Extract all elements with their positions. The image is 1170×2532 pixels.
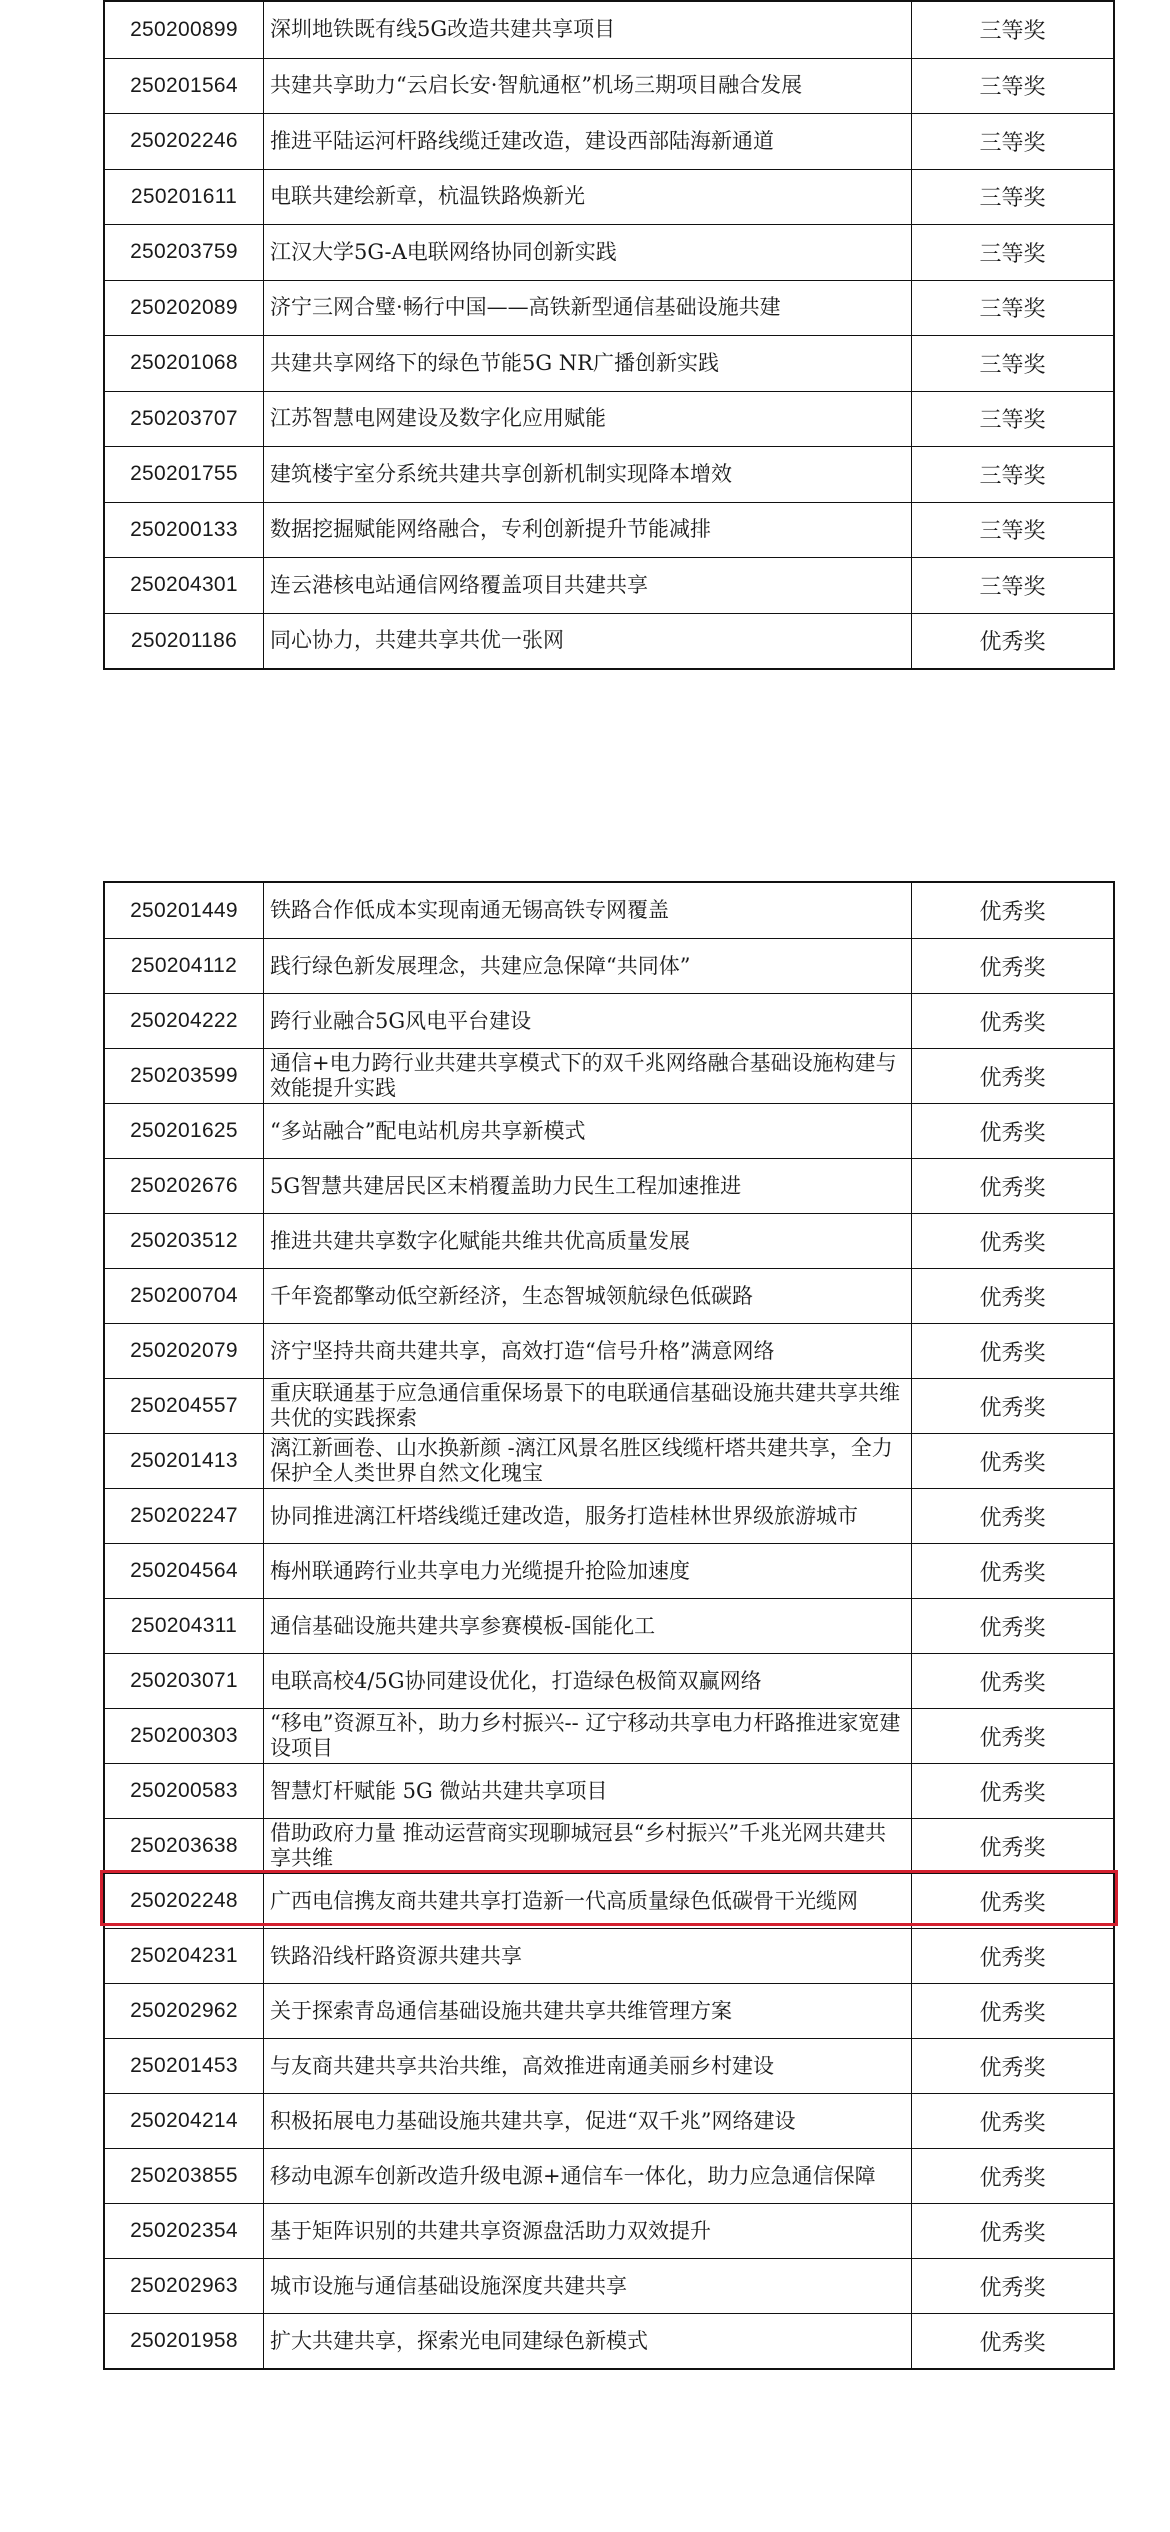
project-title-cell: 漓江新画卷、山水换新颜 -漓江风景名胜区线缆杆塔共建共享，全力保护全人类世界自然文化瑰宝	[264, 1434, 912, 1488]
award-level-cell: 三等奖	[979, 408, 1046, 434]
award-level-cell: 优秀奖	[979, 2110, 1046, 2136]
project-title-cell: 共建共享网络下的绿色节能5G NR广播创新实践	[264, 336, 912, 391]
award-level-cell: 三等奖	[979, 241, 1046, 267]
project-title-cell: 建筑楼宇室分系统共建共享创新机制实现降本增效	[264, 447, 912, 502]
award-level-cell: 优秀奖	[979, 1615, 1046, 1641]
project-title-cell: 千年瓷都擎动低空新经济，生态智城领航绿色低碳路	[264, 1269, 912, 1323]
project-id-cell: 250201068	[105, 336, 264, 391]
table-row	[105, 335, 1113, 391]
award-level-cell: 优秀奖	[979, 1065, 1046, 1091]
project-id-cell: 250202248	[105, 1874, 264, 1928]
table-row	[105, 1103, 1113, 1158]
project-title-cell: 跨行业融合5G风电平台建设	[264, 994, 912, 1048]
project-title-cell: 通信基础设施共建共享参赛模板-国能化工	[264, 1599, 912, 1653]
table-row	[105, 169, 1113, 225]
table-row	[105, 883, 1113, 938]
table-row	[105, 1323, 1113, 1378]
table-row	[105, 1543, 1113, 1598]
project-id-cell: 250202247	[105, 1489, 264, 1543]
table-row	[105, 446, 1113, 502]
project-title-cell: 江汉大学5G-A电联网络协同创新实践	[264, 225, 912, 280]
project-id-cell: 250203638	[105, 1819, 264, 1873]
project-title-cell: 广西电信携友商共建共享打造新一代高质量绿色低碳骨干光缆网	[264, 1874, 912, 1928]
award-table-page-2	[103, 881, 1115, 2370]
award-level-cell: 三等奖	[979, 574, 1046, 600]
project-id-cell: 250201611	[105, 170, 264, 225]
project-title-cell: 与友商共建共享共治共维，高效推进南通美丽乡村建设	[264, 2039, 912, 2093]
project-title-cell: 借助政府力量 推动运营商实现聊城冠县“乡村振兴”千兆光网共建共享共维	[264, 1819, 912, 1873]
table-row	[105, 938, 1113, 993]
table-row	[105, 1378, 1113, 1433]
table-row	[105, 1433, 1113, 1488]
table-row	[105, 1983, 1113, 2038]
table-row	[105, 280, 1113, 336]
project-title-cell: 济宁三网合璧·畅行中国——高铁新型通信基础设施共建	[264, 281, 912, 336]
project-id-cell: 250204564	[105, 1544, 264, 1598]
project-title-cell: 5G智慧共建居民区末梢覆盖助力民生工程加速推进	[264, 1159, 912, 1213]
table-row	[105, 557, 1113, 613]
award-level-cell: 优秀奖	[979, 1395, 1046, 1421]
award-level-cell: 三等奖	[979, 297, 1046, 323]
award-level-cell: 优秀奖	[979, 630, 1046, 656]
award-level-cell: 优秀奖	[979, 1945, 1046, 1971]
award-level-cell: 优秀奖	[979, 1120, 1046, 1146]
award-level-cell: 优秀奖	[979, 1670, 1046, 1696]
project-id-cell: 250200133	[105, 503, 264, 558]
project-id-cell: 250200303	[105, 1709, 264, 1763]
project-title-cell: 电联高校4/5G协同建设优化，打造绿色极简双赢网络	[264, 1654, 912, 1708]
table-row	[105, 1598, 1113, 1653]
project-id-cell: 250204231	[105, 1929, 264, 1983]
award-level-cell: 优秀奖	[979, 1780, 1046, 1806]
award-level-cell: 优秀奖	[979, 1230, 1046, 1256]
table-row	[105, 113, 1113, 169]
project-id-cell: 250201186	[105, 614, 264, 669]
table-row	[105, 2148, 1113, 2203]
award-level-cell: 优秀奖	[979, 2055, 1046, 2081]
table-row	[105, 391, 1113, 447]
table-row	[105, 2038, 1113, 2093]
award-level-cell: 三等奖	[979, 186, 1046, 212]
project-id-cell: 250202676	[105, 1159, 264, 1213]
project-title-cell: 江苏智慧电网建设及数字化应用赋能	[264, 392, 912, 447]
award-level-cell: 三等奖	[979, 130, 1046, 156]
project-title-cell: 同心协力，共建共享共优一张网	[264, 614, 912, 669]
project-title-cell: 连云港核电站通信网络覆盖项目共建共享	[264, 558, 912, 613]
award-level-cell: 优秀奖	[979, 1560, 1046, 1586]
table-row	[105, 1488, 1113, 1543]
project-id-cell: 250202246	[105, 114, 264, 169]
award-level-cell: 三等奖	[979, 519, 1046, 545]
table-row	[105, 1653, 1113, 1708]
award-table-page-1	[103, 0, 1115, 670]
project-id-cell: 250203707	[105, 392, 264, 447]
project-id-cell: 250201453	[105, 2039, 264, 2093]
project-title-cell: 共建共享助力“云启长安·智航通枢”机场三期项目融合发展	[264, 59, 912, 114]
project-title-cell: 通信+电力跨行业共建共享模式下的双千兆网络融合基础设施构建与效能提升实践	[264, 1049, 912, 1103]
award-level-cell: 优秀奖	[979, 2275, 1046, 2301]
project-id-cell: 250204557	[105, 1379, 264, 1433]
award-level-cell: 三等奖	[979, 352, 1046, 378]
award-level-cell: 优秀奖	[979, 2220, 1046, 2246]
project-id-cell: 250204311	[105, 1599, 264, 1653]
award-level-cell: 优秀奖	[979, 1450, 1046, 1476]
project-title-cell: 城市设施与通信基础设施深度共建共享	[264, 2259, 912, 2313]
project-title-cell: 推进共建共享数字化赋能共维共优高质量发展	[264, 1214, 912, 1268]
project-title-cell: 深圳地铁既有线5G改造共建共享项目	[264, 2, 912, 58]
project-id-cell: 250203855	[105, 2149, 264, 2203]
project-id-cell: 250204222	[105, 994, 264, 1048]
project-id-cell: 250201564	[105, 59, 264, 114]
table-row	[105, 1928, 1113, 1983]
award-level-cell: 优秀奖	[979, 1505, 1046, 1531]
project-id-cell: 250201413	[105, 1434, 264, 1488]
project-id-cell: 250201958	[105, 2314, 264, 2368]
project-title-cell: 基于矩阵识别的共建共享资源盘活助力双效提升	[264, 2204, 912, 2258]
project-id-cell: 250202354	[105, 2204, 264, 2258]
project-id-cell: 250203071	[105, 1654, 264, 1708]
project-title-cell: 重庆联通基于应急通信重保场景下的电联通信基础设施共建共享共维共优的实践探索	[264, 1379, 912, 1433]
table-row	[105, 502, 1113, 558]
project-id-cell: 250203512	[105, 1214, 264, 1268]
project-id-cell: 250201449	[105, 883, 264, 938]
project-title-cell: 积极拓展电力基础设施共建共享，促进“双千兆”网络建设	[264, 2094, 912, 2148]
project-id-cell: 250201625	[105, 1104, 264, 1158]
project-id-cell: 250203599	[105, 1049, 264, 1103]
project-id-cell: 250204214	[105, 2094, 264, 2148]
project-title-cell: “多站融合”配电站机房共享新模式	[264, 1104, 912, 1158]
project-id-cell: 250200704	[105, 1269, 264, 1323]
award-level-cell: 优秀奖	[979, 900, 1046, 925]
table-row	[105, 2, 1113, 58]
award-level-cell: 优秀奖	[979, 955, 1046, 981]
project-title-cell: 数据挖掘赋能网络融合，专利创新提升节能减排	[264, 503, 912, 558]
table-row	[105, 993, 1113, 1048]
table-row	[105, 58, 1113, 114]
award-level-cell: 优秀奖	[979, 1285, 1046, 1311]
project-title-cell: 梅州联通跨行业共享电力光缆提升抢险加速度	[264, 1544, 912, 1598]
project-title-cell: 济宁坚持共商共建共享，高效打造“信号升格”满意网络	[264, 1324, 912, 1378]
project-id-cell: 250202962	[105, 1984, 264, 2038]
project-title-cell: 移动电源车创新改造升级电源+通信车一体化，助力应急通信保障	[264, 2149, 912, 2203]
project-id-cell: 250201755	[105, 447, 264, 502]
table-row	[105, 613, 1113, 669]
project-title-cell: 铁路合作低成本实现南通无锡高铁专网覆盖	[264, 883, 912, 938]
project-id-cell: 250202079	[105, 1324, 264, 1378]
award-level-cell: 三等奖	[979, 463, 1046, 489]
award-level-cell: 优秀奖	[979, 1835, 1046, 1861]
project-id-cell: 250202963	[105, 2259, 264, 2313]
table-row	[105, 1708, 1113, 1763]
project-id-cell: 250202089	[105, 281, 264, 336]
table-row	[105, 1268, 1113, 1323]
project-title-cell: 践行绿色新发展理念，共建应急保障“共同体”	[264, 939, 912, 993]
table-row	[105, 1213, 1113, 1268]
award-level-cell: 优秀奖	[979, 1890, 1046, 1916]
table-row	[105, 2258, 1113, 2313]
award-level-cell: 三等奖	[979, 75, 1046, 101]
table-row	[105, 2093, 1113, 2148]
project-title-cell: 电联共建绘新章，杭温铁路焕新光	[264, 170, 912, 225]
project-id-cell: 250204112	[105, 939, 264, 993]
table-row	[105, 1158, 1113, 1213]
award-level-cell: 优秀奖	[979, 2330, 1046, 2356]
project-id-cell: 250200583	[105, 1764, 264, 1818]
project-title-cell: 关于探索青岛通信基础设施共建共享共维管理方案	[264, 1984, 912, 2038]
project-title-cell: 推进平陆运河杆路线缆迁建改造，建设西部陆海新通道	[264, 114, 912, 169]
project-id-cell: 250200899	[105, 2, 264, 58]
table-row	[105, 1763, 1113, 1818]
award-level-cell: 三等奖	[979, 19, 1046, 45]
table-row	[105, 2313, 1113, 2368]
award-level-cell: 优秀奖	[979, 2165, 1046, 2191]
award-level-cell: 优秀奖	[979, 1010, 1046, 1036]
project-id-cell: 250203759	[105, 225, 264, 280]
award-level-cell: 优秀奖	[979, 1340, 1046, 1366]
table-row	[105, 1873, 1113, 1928]
project-title-cell: 铁路沿线杆路资源共建共享	[264, 1929, 912, 1983]
project-id-cell: 250204301	[105, 558, 264, 613]
table-row	[105, 2203, 1113, 2258]
project-title-cell: 智慧灯杆赋能 5G 微站共建共享项目	[264, 1764, 912, 1818]
project-title-cell: “移电”资源互补，助力乡村振兴-- 辽宁移动共享电力杆路推进家宽建设项目	[264, 1709, 912, 1763]
award-level-cell: 优秀奖	[979, 1175, 1046, 1201]
award-level-cell: 优秀奖	[979, 1725, 1046, 1751]
award-level-cell: 优秀奖	[979, 2000, 1046, 2026]
table-row	[105, 1048, 1113, 1103]
project-title-cell: 扩大共建共享，探索光电同建绿色新模式	[264, 2314, 912, 2368]
table-row	[105, 224, 1113, 280]
project-title-cell: 协同推进漓江杆塔线缆迁建改造，服务打造桂林世界级旅游城市	[264, 1489, 912, 1543]
table-row	[105, 1818, 1113, 1873]
